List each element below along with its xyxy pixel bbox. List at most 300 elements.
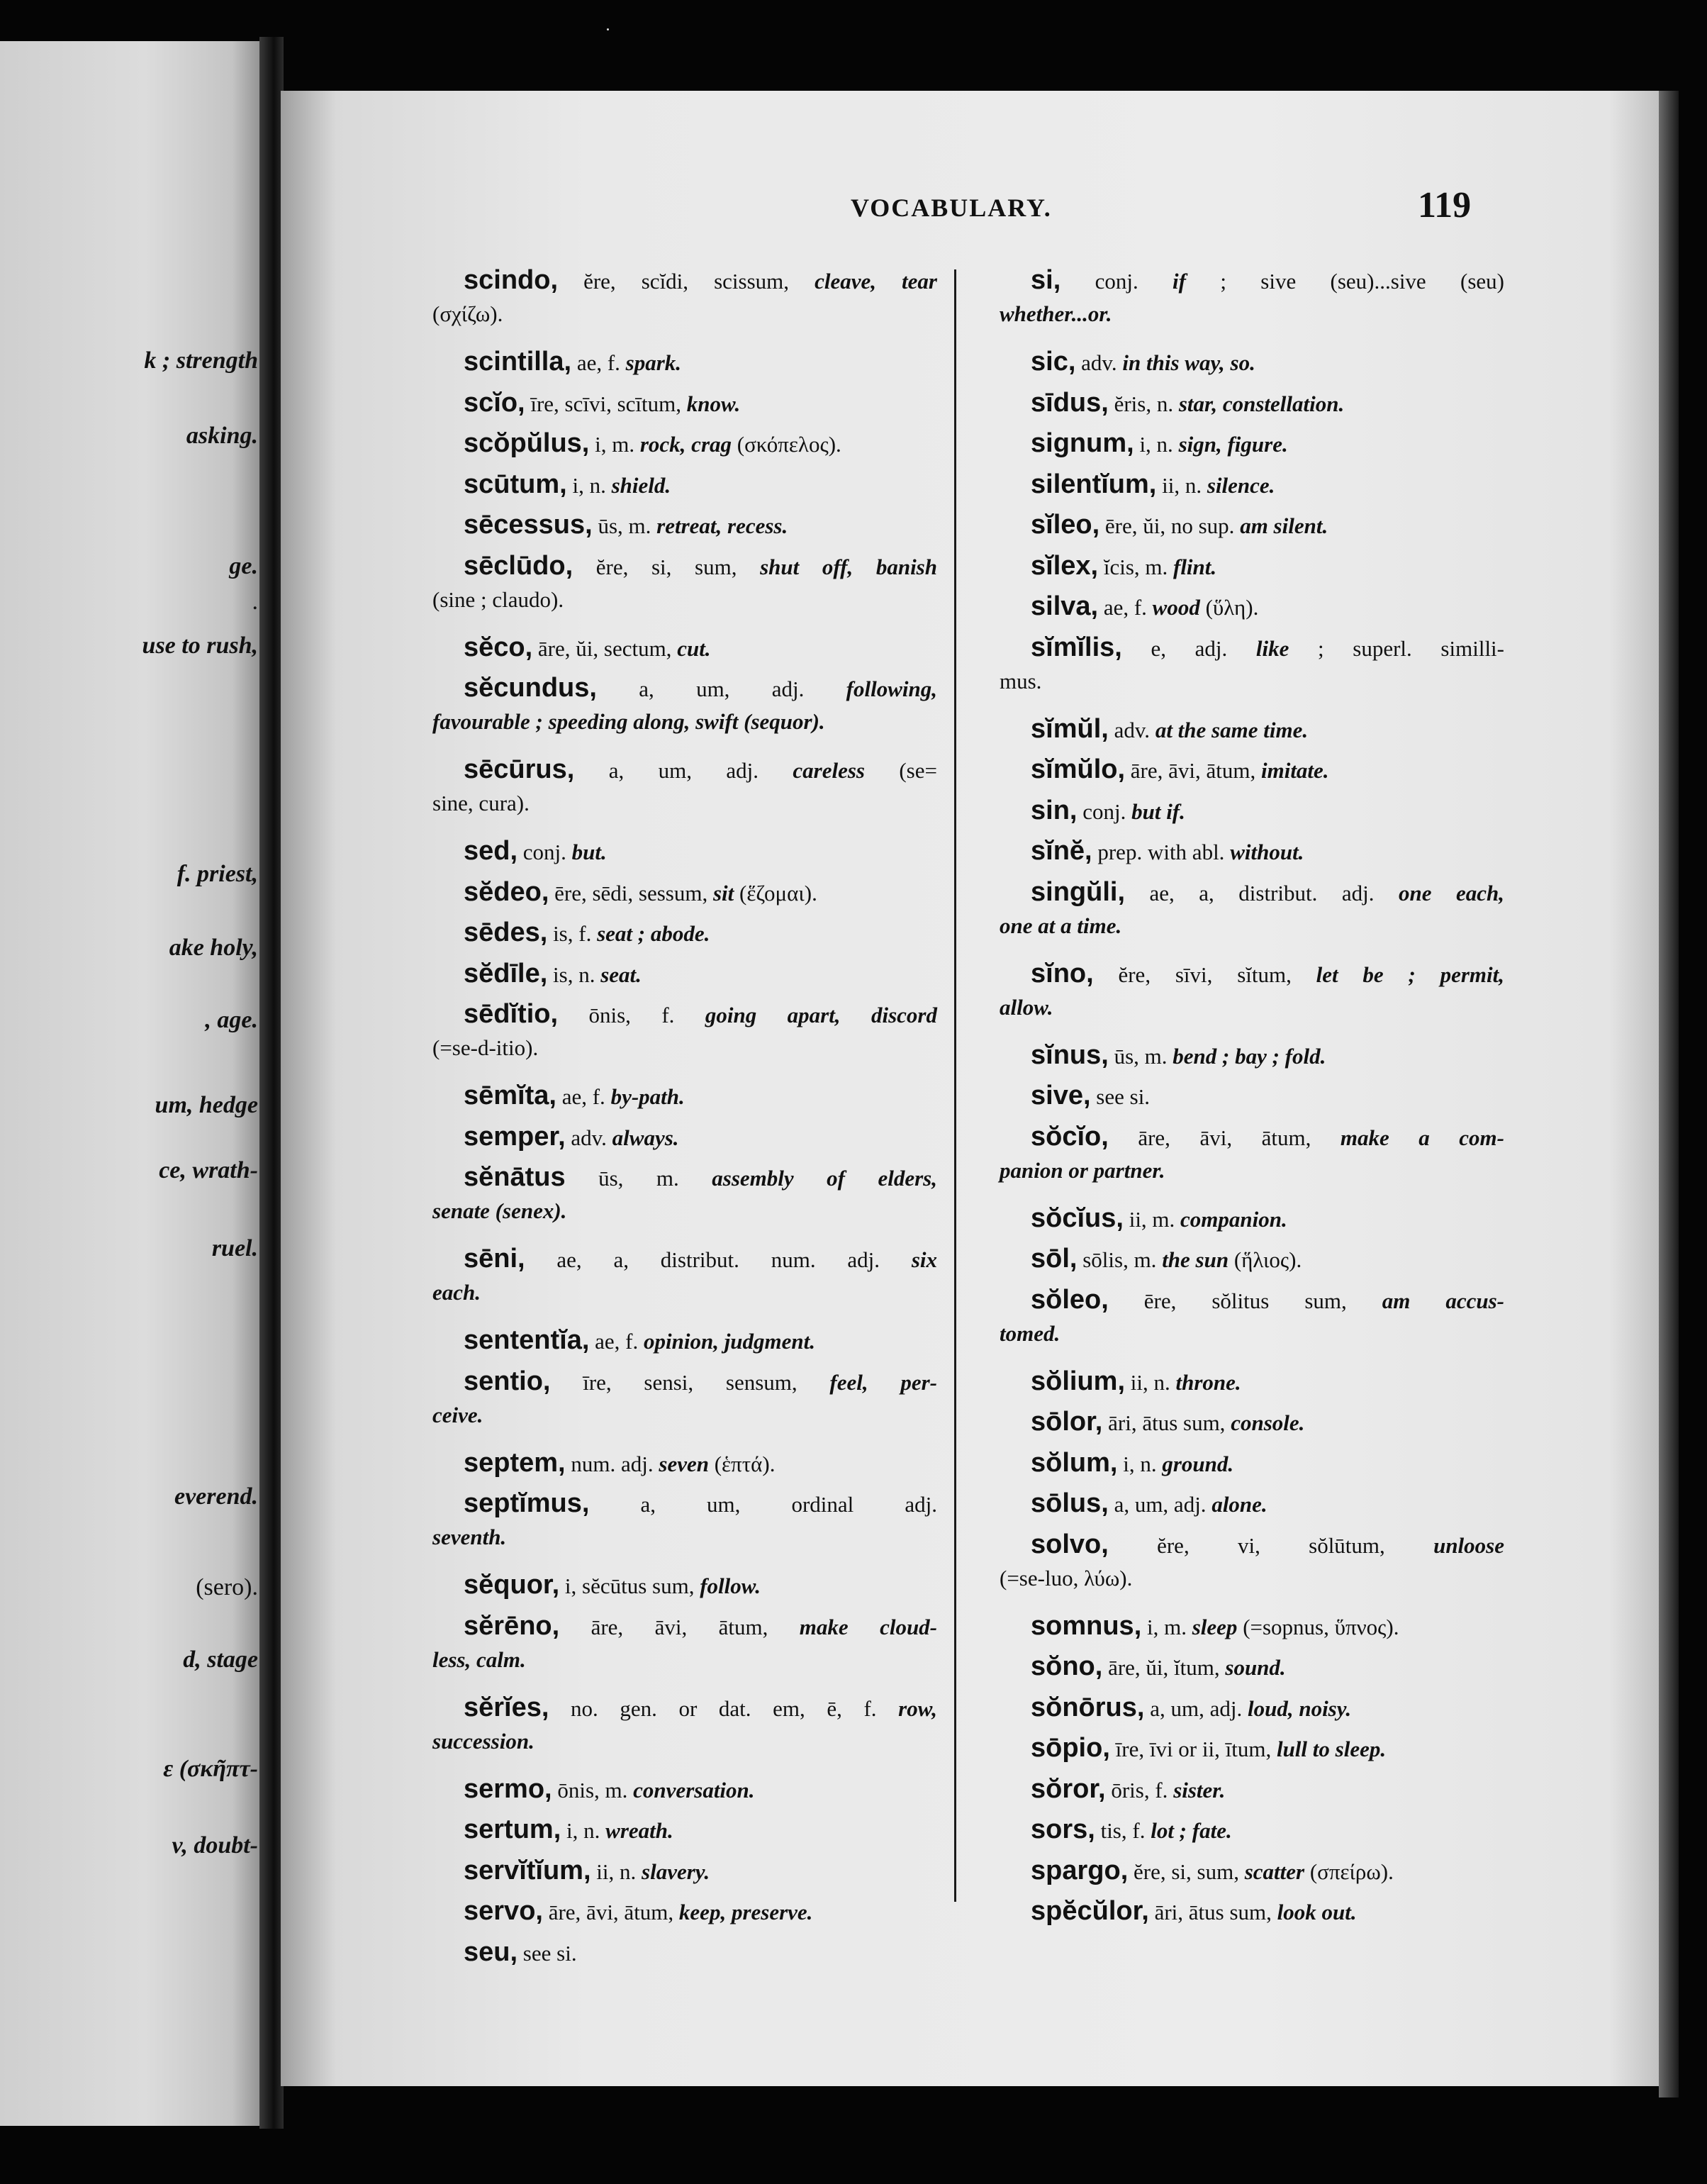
headword: sīdus, [1031,387,1109,418]
grammar-info: i, n. [566,472,612,498]
headword: sēdes, [464,918,548,947]
vocabulary-entry [432,1444,937,1485]
left-page-fragment: . [252,589,258,615]
grammar-info: e, adj. [1121,635,1256,661]
vocabulary-entry [432,1770,937,1811]
left-page-fragment: f. priest, [177,861,258,887]
grammar-info: num. adj. [565,1451,659,1476]
vocabulary-entry [432,1810,937,1851]
vocabulary-entry [432,1851,937,1893]
entry-line [432,1242,937,1276]
grammar-info: īre, sensi, sensum, [550,1369,830,1395]
etymology: ; sive (seu)...sive (seu) [1185,269,1504,294]
vocabulary-entry [432,547,937,628]
headword: sĕcundus, [464,673,597,703]
entry-line [1000,468,1504,502]
headword: sĭlex, [1031,550,1099,581]
grammar-info: ĕre, scĭdi, scissum, [558,269,815,294]
definition: loud, noisy. [1247,1695,1352,1721]
vocabulary-entry [1000,791,1504,832]
grammar-info: i, n. [561,1818,606,1843]
entry-line [432,1773,937,1807]
definition: if [1172,269,1186,294]
entry-line [432,1813,937,1847]
definition: alone. [1211,1492,1267,1517]
vocabulary-entry [1000,547,1504,588]
definition: follow. [700,1573,761,1598]
definition: keep, preserve. [678,1900,813,1924]
grammar-info: ae, f. [556,1084,611,1109]
headword: signum, [1031,428,1134,458]
entry-line [432,1365,937,1399]
grammar-info: see [517,1940,557,1966]
entry-line [1000,1895,1504,1929]
vocabulary-entry [1000,1444,1504,1485]
headword: silva, [1031,591,1099,621]
definition: companion. [1180,1206,1287,1232]
grammar-info: ĕre, sīvi, sĭtum, [1093,962,1316,987]
entry-line [432,998,937,1032]
headword: sors, [1031,1815,1095,1844]
grammar-info: ae, a, distribut. num. adj. [525,1247,912,1272]
entry-line [432,753,937,787]
headword: sĕrēno, [464,1610,560,1641]
left-page-fragment: ε (σκῆπτ- [163,1756,258,1782]
definition: one each, [1398,880,1504,906]
headword: spĕcŭlor, [1031,1896,1149,1926]
entry-line [432,672,937,706]
headword: sēmĭta, [464,1081,556,1110]
grammar-info: ae, f. [589,1329,644,1354]
grammar-info: āre, ŭi, sectum, [532,635,678,661]
grammar-info: ĕris, n. [1108,391,1179,416]
grammar-info: ĕre, vi, sŏlūtum, [1108,1532,1434,1558]
headword: sōlor, [1031,1407,1103,1437]
entry-continuation: less, calm. [432,1647,526,1672]
definition: opinion, judgment. [643,1329,816,1354]
headword: si, [1031,265,1061,295]
entry-line [1000,550,1504,584]
vocabulary-entry [432,506,937,547]
entry-continuation: allow. [1000,994,1053,1020]
left-page-fragment: use to rush, [142,633,258,659]
headword: singŭli, [1031,876,1125,907]
etymology: (se= [864,758,937,783]
left-page-fragment: ge. [229,553,258,579]
headword: solvo, [1031,1529,1109,1559]
entry-continuation: sine, cura). [432,791,530,815]
headword: sive, [1031,1081,1091,1110]
grammar-info: ĕre, si, sum, [573,554,761,579]
right-page-edge [1659,91,1679,2097]
headword: septem, [464,1447,566,1478]
entry-line [432,1610,937,1644]
vocabulary-entry [1000,424,1504,465]
entry-continuation: (σχίζω). [432,301,503,326]
page-number: 119 [1418,185,1472,225]
grammar-info: ūs, m. [1108,1043,1173,1069]
entry-line [1000,264,1504,298]
vocabulary-entry [432,1239,937,1321]
grammar-info: is, n. [547,962,601,987]
definition: am accus- [1382,1288,1504,1313]
headword: scĭo, [464,387,525,418]
vocabulary-entry [1000,1239,1504,1281]
grammar-info: sōlis, m. [1077,1247,1163,1272]
headword: sēcessus, [464,510,593,540]
vocabulary-entry [1000,261,1504,342]
headword: sĭleo, [1031,510,1100,540]
vocabulary-entry [432,873,937,914]
vocabulary-entry [432,465,937,506]
entry-line [1000,753,1504,787]
definition: know. [686,391,741,416]
vocabulary-entry [1000,1892,1504,1933]
definition: lull to sleep. [1276,1737,1387,1761]
headword: sĕquor, [464,1570,560,1600]
headword: silentĭum, [1031,469,1157,499]
entry-line [1000,590,1504,624]
entry-line [1000,631,1504,665]
entry-line [432,957,937,991]
headword: sĭnĕ, [1031,836,1092,866]
definition: seat. [600,962,642,987]
entry-continuation: succession. [432,1728,535,1754]
vocabulary-entry [432,1933,937,1974]
vocabulary-entry [1000,1362,1504,1403]
vocabulary-entry [432,913,937,954]
vocabulary-entry [432,342,937,384]
vocabulary-entry [1000,1525,1504,1607]
left-page-fragment: k ; strength [144,347,258,374]
entry-continuation: (=se-d-itio). [432,1035,539,1060]
entry-line [432,1447,937,1481]
headword: sŏcĭo, [1031,1121,1109,1152]
entry-continuation: senate (senex). [432,1198,567,1223]
definition: wreath. [605,1818,673,1843]
headword: sĭmŭl, [1031,713,1109,744]
grammar-info: āri, ātus sum, [1148,1900,1277,1924]
grammar-info: ēre, sŏlitus sum, [1108,1288,1382,1313]
vocabulary-entry [432,424,937,465]
vocabulary-entry [432,1076,937,1118]
etymology: (σπείρω). [1304,1859,1394,1884]
definition: shut off, banish [760,554,937,579]
entry-line [432,468,937,502]
definition: in this way, so. [1122,350,1255,375]
etymology: ; superl. similli- [1289,635,1504,661]
grammar-info: ae, a, distribut. adj. [1125,880,1399,906]
entry-line [1000,1202,1504,1236]
entry-line [1000,1079,1504,1113]
etymology: si. [1129,1084,1151,1109]
vocabulary-entry [1000,710,1504,751]
left-page-fragment: (sero). [196,1574,258,1600]
entry-line [432,1487,937,1521]
definition: bend ; bay ; fold. [1172,1043,1326,1069]
vocabulary-entry [1000,1647,1504,1688]
grammar-info: ōnis, f. [558,1003,705,1027]
entry-line [432,835,937,869]
entry-line [432,427,937,461]
grammar-info: ūs, m. [565,1166,712,1191]
vocabulary-entry [1000,342,1504,384]
grammar-info: āre, āvi, ātum, [542,1900,679,1924]
entry-continuation: tomed. [1000,1320,1060,1346]
entry-line [1000,427,1504,461]
left-page-fragment: ake holy, [169,935,258,961]
grammar-info: ae, f. [571,350,626,375]
left-page-edge [0,41,264,2126]
headword: servĭtĭum, [464,1855,591,1885]
vocabulary-entry [432,1158,937,1239]
grammar-info: prep. with abl. [1092,840,1231,864]
definition: careless [793,758,865,783]
vocabulary-entry [1000,873,1504,954]
entry-line [1000,794,1504,828]
entry-line [1000,345,1504,379]
left-page-fragment: ruel. [211,1235,258,1261]
definition: slavery. [642,1859,710,1884]
grammar-info: ōris, f. [1105,1777,1174,1803]
entry-line [1000,1854,1504,1888]
vocabulary-entry [1000,1688,1504,1729]
vocabulary-entry [432,384,937,425]
grammar-info: āre, ŭi, ĭtum, [1102,1655,1226,1680]
definition: going apart, discord [705,1003,937,1027]
grammar-info: āri, ātus sum, [1102,1410,1231,1435]
definition: look out. [1277,1900,1357,1924]
definition: sign, figure. [1178,432,1288,457]
vocabulary-entry [1000,1403,1504,1444]
vocabulary-entry [1000,384,1504,425]
grammar-info: a, um, adj. [1108,1492,1212,1517]
entry-line [1000,1120,1504,1154]
vocabulary-entry [1000,1607,1504,1648]
definition: six [911,1247,937,1272]
definition: by-path. [610,1084,685,1109]
vocabulary-entry [1000,1036,1504,1077]
headword: sententĭa, [464,1325,590,1355]
definition: always. [612,1125,679,1150]
headword: sĕrĭes, [464,1692,549,1722]
entry-continuation: (sine ; claudo). [432,586,564,612]
entry-continuation: favourable ; speeding along, swift (sequor). [432,709,825,734]
grammar-info: i, n. [1134,432,1179,457]
grammar-info: adv. [1075,350,1123,375]
scan-speck [607,28,609,30]
vocabulary-entry [1000,1729,1504,1770]
entry-line [1000,1447,1504,1481]
definition: let be ; permit, [1316,962,1504,987]
entry-line [1000,508,1504,542]
definition: make cloud- [799,1614,938,1639]
left-page-fragment: um, hedge [155,1092,258,1118]
vocabulary-entry [1000,1484,1504,1525]
grammar-info: āre, āvi, ātum, [1125,758,1261,783]
entry-line [432,264,937,298]
definition: scatter [1244,1859,1305,1884]
vocabulary-entry [1000,750,1504,791]
definition: row, [898,1695,937,1721]
book-gutter [259,37,284,2129]
left-page-fragment: ce, wrath- [159,1157,258,1183]
grammar-info: ēre, ŭi, no sup. [1099,513,1241,538]
vocabulary-entry [1000,506,1504,547]
left-page-fragment: v, doubt- [172,1832,258,1859]
vocabulary-entry [1000,1118,1504,1199]
grammar-info: āre, āvi, ātum, [1108,1125,1341,1150]
entry-line [432,386,937,420]
headword: sĕco, [464,632,533,662]
definition: star, constellation. [1178,391,1345,416]
definition: lot ; fate. [1151,1818,1232,1843]
grammar-info: conj. [1060,269,1173,294]
left-page-fragment: everend. [174,1483,258,1510]
entry-continuation: seventh. [432,1525,507,1549]
etymology: (=sopnus, ὕπνος). [1237,1614,1399,1639]
definition: sleep [1192,1614,1238,1639]
grammar-info: a, um, adj. [1144,1695,1248,1721]
definition: seven [659,1451,709,1476]
entry-line [1000,1528,1504,1562]
headword: scindo, [464,265,559,295]
entry-line [1000,957,1504,991]
headword: sŏlium, [1031,1366,1126,1396]
entry-line [1000,1039,1504,1073]
grammar-info: a, um, ordinal adj. [589,1492,937,1517]
grammar-info: ae, f. [1098,595,1153,620]
definition: sound. [1225,1655,1286,1680]
entry-line [1000,1650,1504,1684]
vocabulary-entry [1000,1770,1504,1811]
vocabulary-entry [432,1688,937,1770]
running-header: VOCABULARY. [851,194,1052,222]
headword: sēcūrus, [464,754,575,784]
left-page-fragment: d, stage [183,1647,258,1673]
etymology: si. [556,1940,577,1966]
grammar-info: no. gen. or dat. em, ē, f. [549,1695,899,1721]
left-page-fragment: asking. [186,423,258,449]
definition: but. [571,840,607,864]
definition: rock, crag [639,432,732,457]
grammar-info: ii, n. [591,1859,642,1884]
vocabulary-entry [1000,1281,1504,1362]
definition: am silent. [1240,513,1328,538]
grammar-info: is, f. [547,921,598,946]
entry-line [432,1120,937,1154]
headword: sēni, [464,1244,525,1274]
entry-line [432,1691,937,1725]
vocabulary-entry [432,995,937,1076]
headword: scintilla, [464,347,572,377]
definition: following, [846,676,937,701]
entry-continuation: panion or partner. [1000,1157,1165,1183]
vocabulary-entry [1000,832,1504,873]
headword: sōl, [1031,1244,1078,1274]
grammar-info: i, sĕcūtus sum, [559,1573,700,1598]
grammar-info: adv. [565,1125,612,1150]
vocabulary-entry [1000,628,1504,710]
headword: sentio, [464,1366,551,1396]
definition: conversation. [633,1777,755,1803]
entry-line [432,508,937,542]
entry-line [1000,1405,1504,1439]
headword: sĭmŭlo, [1031,754,1126,784]
entry-continuation: each. [432,1280,481,1305]
grammar-info: i, m. [589,432,640,457]
headword: sŏror, [1031,1773,1106,1804]
definition: spark. [625,350,682,375]
definition: make a com- [1340,1125,1504,1150]
headword: sŏleo, [1031,1284,1109,1315]
headword: sĭno, [1031,958,1094,988]
headword: sĕnātus [464,1162,566,1192]
entry-line [432,1569,937,1603]
etymology: (ἥλιος). [1229,1247,1302,1272]
headword: sēdĭtio, [464,999,559,1029]
entry-line [432,916,937,950]
entry-continuation: one at a time. [1000,913,1122,938]
column-divider [954,269,956,1902]
vocabulary-entry [432,1321,937,1362]
headword: septĭmus, [464,1488,590,1518]
vocabulary-entry [432,1892,937,1933]
headword: sōpio, [1031,1733,1110,1763]
grammar-info: i, n. [1117,1451,1163,1476]
definition: ground. [1162,1451,1234,1476]
vocabulary-entry [432,1362,937,1444]
etymology: (ἕζομαι). [734,880,817,906]
definition: console. [1231,1410,1305,1435]
vocabulary-column-left [432,261,937,1973]
headword: sed, [464,836,518,866]
vocabulary-entry [432,261,937,342]
grammar-info: āre, āvi, ātum, [559,1614,800,1639]
entry-line [432,1324,937,1358]
entry-continuation: ceive. [432,1402,483,1427]
grammar-info: īre, īvi or ii, ītum, [1109,1737,1277,1761]
definition: feel, per- [829,1369,937,1395]
headword: scūtum, [464,469,567,499]
entry-line [1000,1732,1504,1766]
headword: spargo, [1031,1855,1129,1885]
vocabulary-entry [1000,1199,1504,1240]
grammar-info: conj. [517,840,572,864]
headword: sĭmĭlis, [1031,632,1122,662]
entry-continuation: mus. [1000,668,1042,693]
definition: at the same time. [1155,717,1309,742]
entry-line [1000,1283,1504,1317]
etymology: (σκόπελος). [732,432,841,457]
grammar-info: ōnis, m. [552,1777,634,1803]
vocabulary-entry [1000,1810,1504,1851]
definition: like [1255,635,1289,661]
entry-line [1000,1610,1504,1644]
grammar-info: ii, n. [1156,472,1207,498]
grammar-info: ĕre, si, sum, [1128,1859,1245,1884]
grammar-info: see [1090,1084,1130,1109]
entry-line [1000,876,1504,910]
entry-line [432,631,937,665]
headword: sŏlum, [1031,1447,1118,1478]
grammar-info: ii, m. [1123,1206,1181,1232]
definition: without. [1230,840,1304,864]
headword: sōlus, [1031,1488,1109,1518]
entry-line [1000,1773,1504,1807]
entry-line [432,345,937,379]
definition: cut. [677,635,711,661]
